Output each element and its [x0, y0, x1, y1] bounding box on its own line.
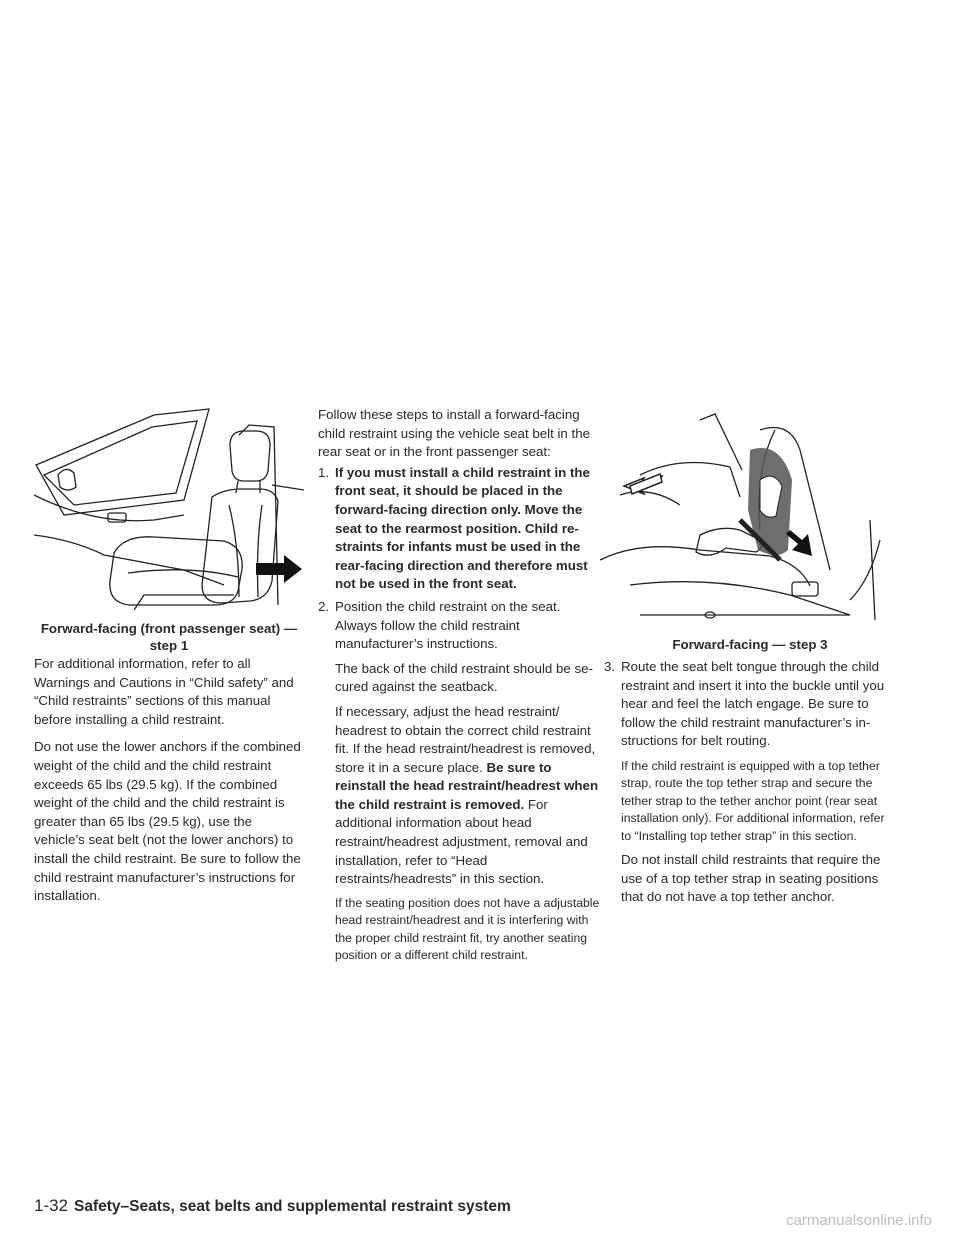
paragraph-additional-info: For additional information, refer to all Warnings and Cautions in “Child safety” and “Child restraints” sections of this manual before installing a child restraint.: [34, 656, 294, 727]
step-1-number: 1.: [318, 464, 330, 480]
step-2-seatback: The back of the child restraint should be secured against the seatback.: [335, 660, 593, 695]
seat-illustration: [34, 405, 306, 613]
figure1-caption-line2: step 1: [149, 638, 189, 653]
step-3-top-tether: If the child restraint is equipped with a top tether strap, route the top tether strap and secure the tether strap to the tether anchor point (rear seat installation only). For additional information, refer to “Installing top tether strap” in this section.: [621, 758, 885, 843]
column-1: [34, 655, 302, 915]
figure1-caption-line1: Forward-facing (front passenger seat) —: [40, 621, 298, 636]
head-restraint-warning: Be sure to reinstall the head restraint/headrest when the child restraint is removed.: [335, 759, 599, 812]
belt-routing-illustration: [600, 410, 900, 632]
column-3: [604, 658, 896, 916]
step-3: [604, 658, 896, 751]
step-2: [318, 598, 602, 654]
watermark: carmanualsonline.info: [786, 1212, 932, 1229]
paragraph-intro: Follow these steps to install a forward-facing child restraint using the vehicle seat belt in the rear seat or in the front passenger seat:: [318, 407, 591, 460]
step-2-text: Position the child restraint on the seat. Always follow the child restraint manufacturer’s instructions.: [335, 598, 561, 652]
page-number: 1-32: [34, 1196, 69, 1215]
step-2-number: 2.: [318, 598, 330, 614]
head-restraint-text: If necessary, adjust the head restraint/ headrest to obtain the correct child restraint fit. If the head restraint/headrest is removed, store it in a secure place.: [335, 703, 596, 775]
forward-arrow-icon: [256, 555, 302, 583]
figure-seat-belt-routing: [600, 410, 900, 632]
step-1: [318, 464, 602, 594]
figure2-caption: Forward-facing — step 3: [672, 637, 828, 652]
head-restraint-reference: For additional information about head restraint/headrest adjustment, removal and installation, refer to “Head restraints/headrests” in this section.: [335, 796, 588, 887]
paragraph-lower-anchors: Do not use the lower anchors if the combined weight of the child and the child restraint exceeds 65 lbs (29.5 kg). If the combined weight of the child and the child restraint is greater than 65 lbs (29.5 kg), use the vehicle’s seat belt (not the lower anchors) to install the child restraint. Be sure to follow the child restraint manufacturer’s instructions for installation.: [34, 739, 301, 904]
step-2-no-headrest: If the seating position does not have a adjustable head restraint/headrest and it is interfering with the proper child restraint fit, try another seating position or a different child restraint.: [335, 895, 600, 963]
step-3-number: 3.: [604, 659, 616, 674]
step-2-head-restraint: [318, 703, 602, 889]
figure1-caption: [34, 620, 304, 654]
step-3-no-anchor: Do not install child restraints that require the use of a top tether strap in seating positions that do not have a top tether anchor.: [621, 852, 881, 905]
step-1-text: If you must install a child restraint in the front seat, it should be placed in the forward-facing direction only. Move the seat to the rearmost position. Child restraints for infants must be used in the rear-facing direction and therefore must not be used in the front seat.: [335, 464, 590, 592]
down-arrow-icon: [786, 530, 812, 556]
step-3-text: Route the seat belt tongue through the child restraint and insert it into the buckle until you hear and feel the latch engage. Be sure to follow the child restraint manufacturer’s instructions for belt routing.: [621, 659, 885, 749]
figure-front-passenger-seat: [34, 405, 306, 613]
column-2: [318, 406, 602, 973]
section-title: Safety–Seats, seat belts and supplemental restraint system: [74, 1198, 511, 1215]
page-footer: [34, 1195, 511, 1218]
